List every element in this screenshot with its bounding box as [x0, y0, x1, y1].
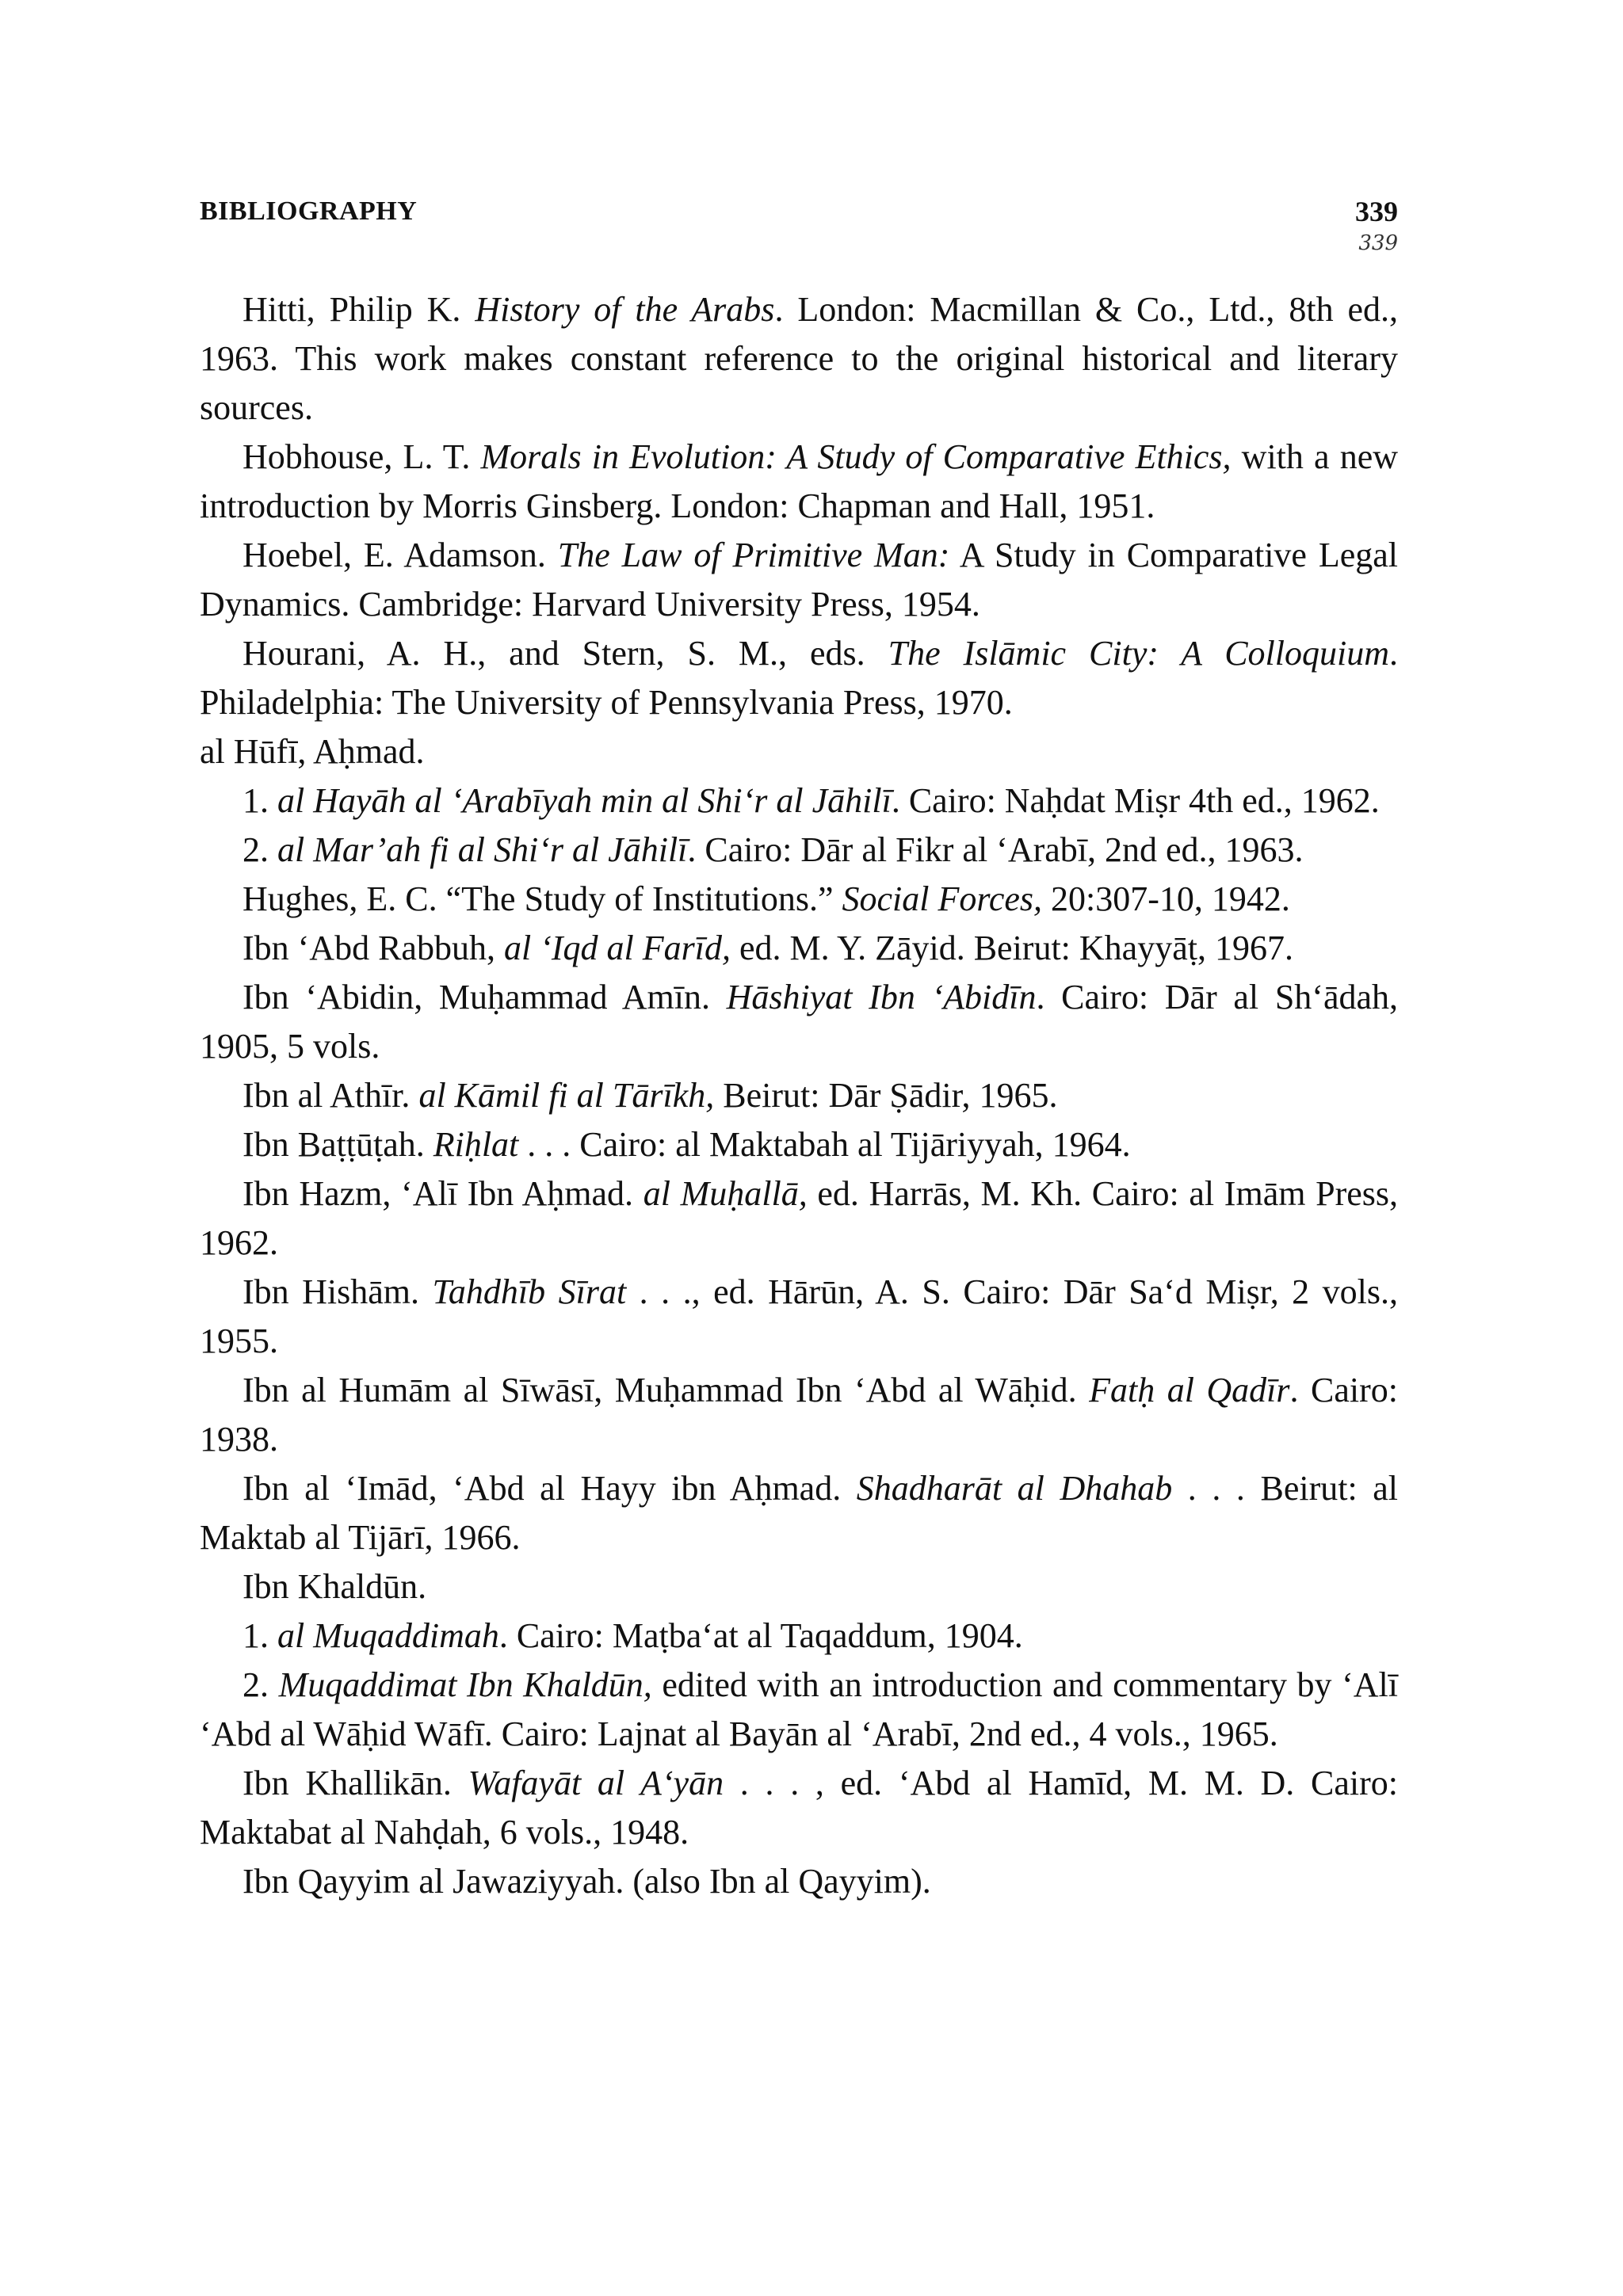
- bibliography-entry: Ibn Hazm, ‘Alī Ibn Aḥmad. al Muḥallā, ed. Harrās, M. Kh. Cairo: al Imām Press, 1962.: [200, 1174, 1399, 1262]
- handwritten-page-number: 339: [1358, 231, 1398, 255]
- page-number: 339: [1355, 196, 1398, 227]
- bibliography-entry: Hourani, A. H., and Stern, S. M., eds. The Islāmic City: A Colloquium. Philadelphia: The University of Pennsylvania Press, 1970.: [200, 634, 1398, 722]
- bibliography-entry: Hughes, E. C. “The Study of Institutions.” Social Forces, 20:307-10, 1942.: [242, 879, 1290, 918]
- running-title: BIBLIOGRAPHY: [200, 196, 418, 226]
- bibliography-entry: Hitti, Philip K. History of the Arabs. London: Macmillan & Co., Ltd., 8th ed., 1963. This work makes constant reference to the original historical and literary sources.: [200, 290, 1399, 427]
- bibliography-list: [200, 285, 1398, 1906]
- bibliography-subentry: 2. al Mar’ah fi al Shi‘r al Jāhilī. Cairo: Dār al Fikr al ‘Arabī, 2nd ed., 1963.: [242, 830, 1304, 869]
- bibliography-entry: Hoebel, E. Adamson. The Law of Primitive Man: A Study in Comparative Legal Dynamics. Cambridge: Harvard University Press, 1954.: [200, 536, 1398, 624]
- bibliography-author-heading: Ibn Khaldūn.: [242, 1567, 427, 1606]
- bibliography-entry: Ibn al Athīr. al Kāmil fi al Tārīkh, Beirut: Dār Ṣādir, 1965.: [242, 1076, 1058, 1115]
- bibliography-entry: Ibn al ‘Imād, ‘Abd al Hayy ibn Aḥmad. Shadharāt al Dhahab . . . Beirut: al Maktab al Tijārī, 1966.: [200, 1469, 1398, 1557]
- bibliography-entry: Ibn Hishām. Tahdhīb Sīrat . . ., ed. Hārūn, A. S. Cairo: Dār Sa‘d Miṣr, 2 vols., 1955.: [200, 1272, 1398, 1360]
- bibliography-entry: Ibn ‘Abidin, Muḥammad Amīn. Hāshiyat Ibn ‘Abidīn. Cairo: Dār al Sh‘ādah, 1905, 5 vols.: [200, 978, 1398, 1066]
- bibliography-entry: Ibn Baṭṭūṭah. Riḥlat . . . Cairo: al Maktabah al Tijāriyyah, 1964.: [242, 1125, 1131, 1164]
- bibliography-subentry: 1. al Hayāh al ‘Arabīyah min al Shi‘r al Jāhilī. Cairo: Naḥdat Miṣr 4th ed., 1962.: [242, 781, 1380, 820]
- bibliography-entry: Ibn al Humām al Sīwāsī, Muḥammad Ibn ‘Abd al Wāḥid. Fatḥ al Qadīr. Cairo: 1938.: [200, 1371, 1399, 1459]
- bibliography-subentry: 1. al Muqaddimah. Cairo: Maṭba‘at al Taqaddum, 1904.: [242, 1616, 1023, 1655]
- bibliography-entry: Ibn Qayyim al Jawaziyyah. (also Ibn al Qayyim).: [242, 1862, 931, 1901]
- bibliography-subentry: 2. Muqaddimat Ibn Khaldūn, edited with an introduction and commentary by ‘Alī ‘Abd al Wāḥid Wāfī. Cairo: Lajnat al Bayān al ‘Arabī, 2nd ed., 4 vols., 1965.: [200, 1665, 1398, 1753]
- bibliography-entry: Hobhouse, L. T. Morals in Evolution: A Study of Comparative Ethics, with a new introduction by Morris Ginsberg. London: Chapman and Hall, 1951.: [200, 437, 1399, 525]
- bibliography-entry: Ibn Khallikān. Wafayāt al A‘yān . . . , ed. ‘Abd al Hamīd, M. M. D. Cairo: Maktabat al Nahḍah, 6 vols., 1948.: [200, 1764, 1398, 1852]
- bibliography-entry: Ibn ‘Abd Rabbuh, al ‘Iqd al Farīd, ed. M. Y. Zāyid. Beirut: Khayyāṭ, 1967.: [242, 929, 1293, 967]
- bibliography-author-heading: al Hūfī, Aḥmad.: [200, 732, 425, 771]
- running-head: [200, 196, 1398, 255]
